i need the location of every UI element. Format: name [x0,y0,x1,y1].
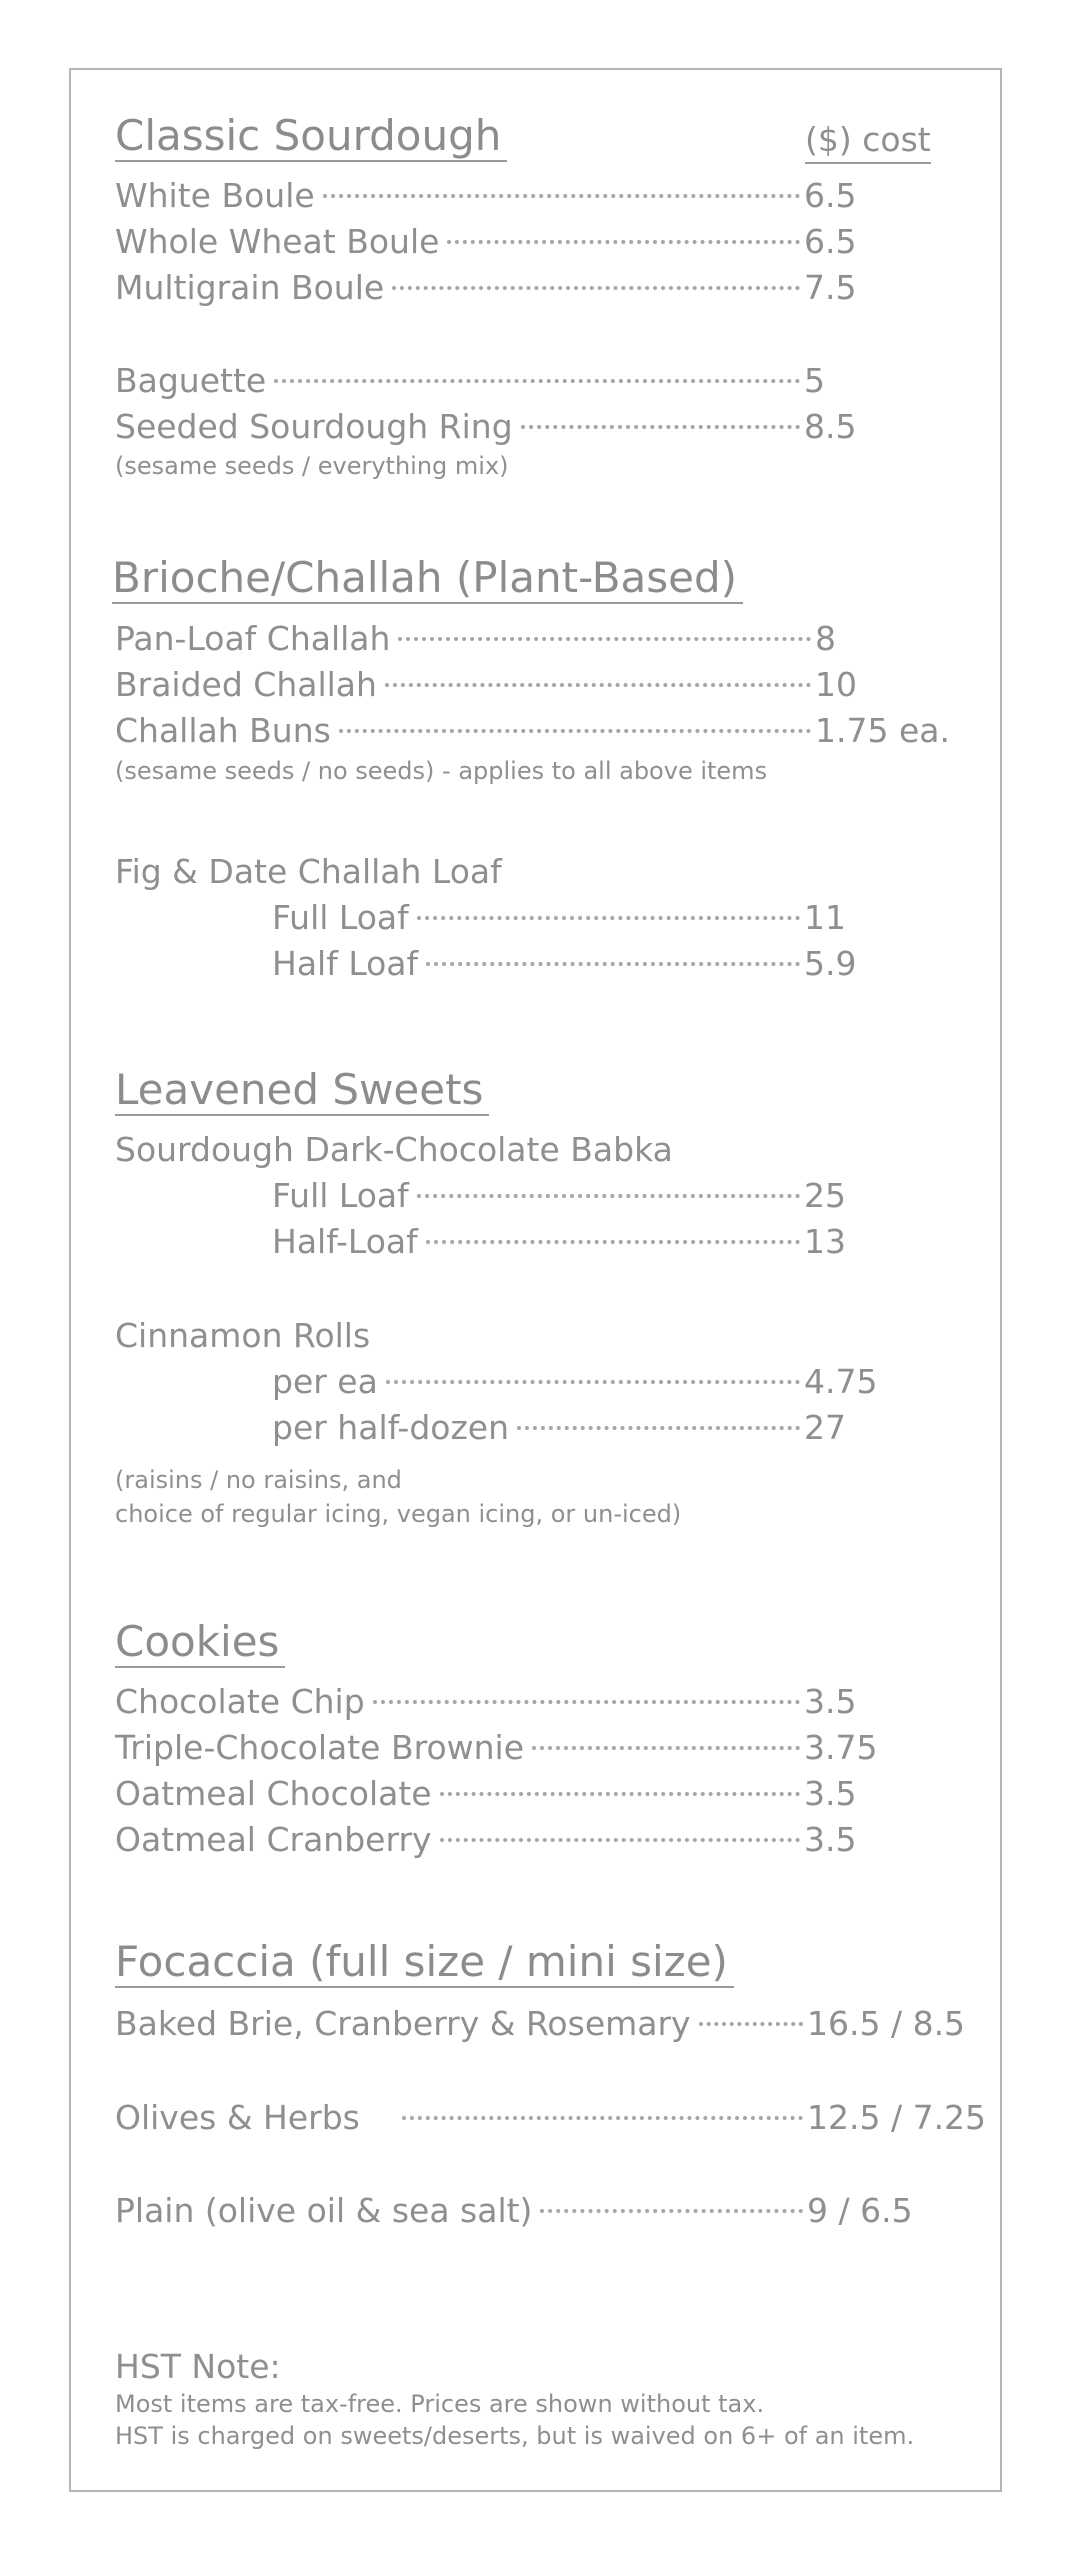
menu-item-fig-date-half-loaf: Half Loaf 5.9 [272,944,857,983]
dot-leader [373,1700,800,1704]
section-heading-classic-sourdough [115,108,507,164]
dot-leader [323,194,800,198]
section-heading-cookies [115,1614,285,1670]
dot-leader [392,286,800,290]
menu-item-seeded-sourdough-ring: Seeded Sourdough Ring 8.5 [115,407,857,446]
dot-leader [386,1380,800,1384]
heading-text: Focaccia (full size / mini size) [115,1938,734,1988]
menu-item-multigrain-boule: Multigrain Boule 7.5 [115,268,857,307]
menu-item-pan-loaf-challah: Pan-Loaf Challah 8 [115,619,836,658]
menu-item-triple-chocolate-brownie: Triple-Chocolate Brownie 3.75 [115,1728,878,1767]
section-heading-brioche-challah [112,550,743,606]
subhead-babka: Sourdough Dark-Chocolate Babka [115,1130,673,1169]
menu-item-oatmeal-cranberry: Oatmeal Cranberry 3.5 [115,1820,857,1859]
item-note-rolls-2: choice of regular icing, vegan icing, or un-iced) [115,1500,682,1528]
dot-leader [521,425,800,429]
menu-item-baguette: Baguette 5 [115,361,825,400]
item-note-seeds: (sesame seeds / everything mix) [115,452,509,480]
heading-text: Leavened Sweets [115,1066,489,1116]
dot-leader [339,729,811,733]
heading-text: Brioche/Challah (Plant-Based) [112,554,743,604]
heading-text: Cookies [115,1618,285,1668]
menu-item-whole-wheat-boule: Whole Wheat Boule 6.5 [115,222,857,261]
menu-item-baked-brie: Baked Brie, Cranberry & Rosemary 16.5 / 8.5 [115,2004,966,2043]
section-heading-leavened-sweets [115,1062,489,1118]
dot-leader [447,240,800,244]
dot-leader [426,962,800,966]
heading-text: Classic Sourdough [115,112,507,162]
hst-note-line-1: Most items are tax-free. Prices are shown without tax. [115,2390,765,2418]
dot-leader [402,2116,803,2120]
section-heading-focaccia [115,1934,734,1990]
dot-leader [417,1194,800,1198]
menu-item-babka-half-loaf: Half-Loaf 13 [272,1222,846,1261]
dot-leader [417,916,800,920]
dot-leader [532,1746,800,1750]
dot-leader [385,683,811,687]
menu-item-olives-herbs: Olives & Herbs 12.5 / 7.25 [115,2098,987,2137]
menu-item-babka-full-loaf: Full Loaf 25 [272,1176,846,1215]
menu-item-rolls-per-each: per ea 4.75 [272,1362,878,1401]
dot-leader [517,1426,800,1430]
dot-leader [440,1792,800,1796]
dot-leader [540,2209,803,2213]
item-note-challah-seeds: (sesame seeds / no seeds) - applies to all above items [115,757,768,785]
dot-leader [274,379,800,383]
cost-column-label: ($) cost [805,118,931,164]
dot-leader [440,1838,800,1842]
menu-item-braided-challah: Braided Challah 10 [115,665,857,704]
menu-item-fig-date-full-loaf: Full Loaf 11 [272,898,846,937]
hst-note-title: HST Note: [115,2347,281,2386]
item-note-rolls-1: (raisins / no raisins, and [115,1466,402,1494]
menu-item-challah-buns: Challah Buns 1.75 ea. [115,711,950,750]
hst-note-line-2: HST is charged on sweets/deserts, but is waived on 6+ of an item. [115,2422,915,2450]
menu-item-rolls-half-dozen: per half-dozen 27 [272,1408,846,1447]
menu-item-plain-focaccia: Plain (olive oil & sea salt) 9 / 6.5 [115,2191,913,2230]
dot-leader [699,2022,803,2026]
dot-leader [398,637,811,641]
subhead-cinnamon-rolls: Cinnamon Rolls [115,1316,371,1355]
subhead-fig-date-challah: Fig & Date Challah Loaf [115,852,502,891]
dot-leader [426,1240,800,1244]
menu-item-oatmeal-chocolate: Oatmeal Chocolate 3.5 [115,1774,857,1813]
menu-item-white-boule: White Boule 6.5 [115,176,857,215]
menu-item-chocolate-chip: Chocolate Chip 3.5 [115,1682,857,1721]
